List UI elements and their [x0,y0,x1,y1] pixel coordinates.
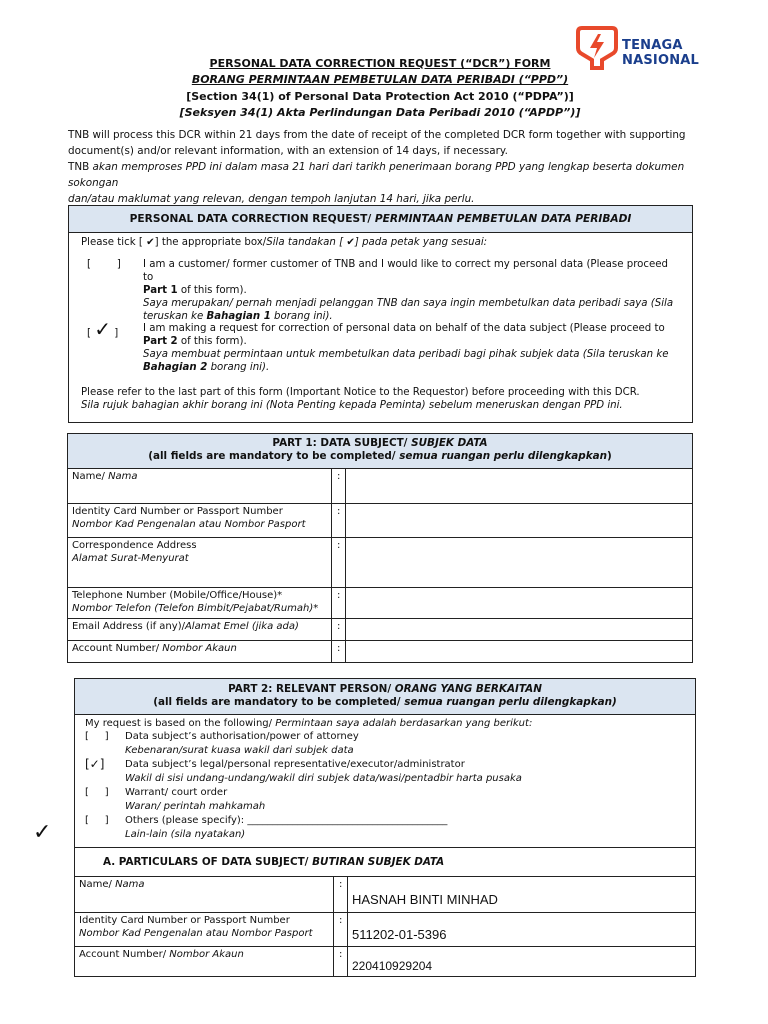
tick-en-b: ] the appropriate box/ [154,237,267,248]
check-icon: ✔ [346,237,355,248]
part1-account-input[interactable] [346,641,693,663]
part2-basis-cell [75,715,696,848]
request-box [68,205,693,423]
request-title-en: PERSONAL DATA CORRECTION REQUEST/ [129,213,375,225]
intro-ms-prefix: TNB [68,161,90,173]
ds-name-value: HASNAH BINTI MINHAD [352,892,498,907]
label-ms: Nombor Akaun [162,643,237,654]
colon: : [334,947,348,977]
part1-name-input[interactable] [346,469,693,504]
basis-ms: Kebenaran/surat kuasa wakil dari subjek data [125,745,354,756]
logo-text-line2: NASIONAL [622,53,700,68]
label-en: Account Number/ [79,949,170,960]
label-ms: Nombor Kad Pengenalan atau Nombor Pasport [72,519,306,530]
basis-option [85,786,685,814]
option1-en-a: I am a customer/ former customer of TNB and I would like to correct my personal data (Please proceed to [143,259,668,283]
option2-en-b: of this form). [177,336,247,347]
option1-ms-c: borang ini). [270,311,333,322]
part2-table [74,678,696,977]
basis-option [85,730,685,758]
part1-name-label [68,469,332,504]
part1-phone-label [68,588,332,619]
label-ms: Alamat Emel (jika ada) [184,621,299,632]
table-row [68,641,693,663]
intro-en [68,127,698,207]
table-row [75,913,696,947]
check-icon: ✔ [146,237,155,248]
basis-checkbox[interactable]: [ ] [85,731,109,742]
table-row [75,947,696,977]
tick-ms-b: ] pada petak yang sesuai: [354,237,488,248]
option2-ms-a: Saya membuat permintaan untuk membetulkan data peribadi bagi pihak subjek data (Sila teruskan ke [143,349,669,360]
option2-ms-bold: Bahagian 2 [143,362,208,373]
section-a-en: A. PARTICULARS OF DATA SUBJECT/ [103,856,313,868]
section-a-heading [75,848,696,877]
intro-ms-text: akan memproses PPD ini dalam masa 21 hari dari tarikh penerimaan borang PPD yang lengkap beserta dokumen sokongan [68,161,685,189]
part1-sub-ms: semua ruangan perlu dilengkapkan [399,450,608,462]
table-row [68,538,693,588]
ds-ic-value: 511202-01-5396 [352,927,447,942]
request-box-title [69,206,692,233]
colon: : [332,619,346,641]
colon: : [332,504,346,538]
option1-ms-bold: Bahagian 1 [206,311,271,322]
part2-sub-ms: semua ruangan perlu dilengkapkan) [404,696,617,708]
notice-en: Please refer to the last part of this form (Important Notice to the Requestor) before proceeding with this DCR. [81,387,640,398]
tnb-logo-icon [576,24,618,70]
colon: : [332,641,346,663]
intro-en-line2: document(s) and/or relevant information, with an extension of 14 days, if necessary. [68,145,508,157]
basis-ms: Permintaan saya adalah berdasarkan yang berikut: [275,718,533,729]
part1-phone-input[interactable] [346,588,693,619]
label-en: Identity Card Number or Passport Number [79,915,290,926]
form-section-en: [Section 34(1) of Personal Data Protection Act 2010 (“PDPA”)] [186,90,574,103]
part1-email-input[interactable] [346,619,693,641]
option1-ms-b: teruskan ke [143,311,207,322]
label-en: Correspondence Address [72,540,197,551]
option2-box-close: ] [114,328,119,339]
label-ms: Alamat Surat-Menyurat [72,553,189,564]
part1-ic-input[interactable] [346,504,693,538]
option1-en-bold: Part 1 [143,285,178,296]
basis-en: Others (please specify): ________________________________________ [125,815,448,826]
label-en: Email Address (if any)/ [72,621,185,632]
form-title-ms: BORANG PERMINTAAN PEMBETULAN DATA PERIBADI (“PPD”) [191,73,569,86]
option2-checkbox[interactable] [87,317,119,341]
table-row [68,469,693,504]
basis-en: Warrant/ court order [125,787,228,798]
request-notice [81,386,681,412]
table-row [68,619,693,641]
colon: : [334,877,348,913]
ds-account-value: 220410929204 [352,959,433,973]
table-row [68,588,693,619]
basis-checkbox[interactable]: [ ] [85,787,109,798]
colon: : [332,588,346,619]
part1-header [68,434,693,469]
basis-checkbox[interactable]: [ ] [85,815,109,826]
form-section-ms: [Seksyen 34(1) Akta Perlindungan Data Peribadi 2010 (“APDP”)] [179,106,581,119]
label-ms: Nombor Kad Pengenalan atau Nombor Pasport [79,928,313,939]
margin-checkmark-icon: ✓ [33,820,52,845]
label-ms: Nama [115,879,145,890]
basis-option [85,814,685,842]
option1-text [143,258,678,323]
part2-sub-en: (all fields are mandatory to be completed/ [153,696,405,708]
checkmark-icon: ✓ [94,317,111,341]
notice-ms: Sila rujuk bahagian akhir borang ini (Nota Penting kepada Peminta) sebelum meneruskan dengan PPD ini. [81,400,623,411]
basis-ms: Lain-lain (sila nyatakan) [125,829,246,840]
basis-option [85,758,685,786]
colon: : [334,913,348,947]
basis-ms: Waran/ perintah mahkamah [125,801,266,812]
ds-ic-input[interactable] [348,913,696,947]
part1-ic-label [68,504,332,538]
label-ms: Nombor Akaun [169,949,244,960]
table-row [75,877,696,913]
tick-en-a: Please tick [ [81,237,147,248]
ds-name-label [75,877,334,913]
label-en: Account Number/ [72,643,163,654]
form-title-en: PERSONAL DATA CORRECTION REQUEST (“DCR”) FORM [209,57,551,70]
colon: : [332,538,346,588]
part1-account-label [68,641,332,663]
ds-ic-label [75,913,334,947]
intro-ms-line1 [68,159,698,191]
basis-en: Data subject’s legal/personal representative/executor/administrator [125,759,465,770]
label-en: Name/ [72,471,109,482]
part1-sub-end: ) [607,450,612,462]
option1-checkbox[interactable]: [ ] [87,259,121,270]
table-row [68,504,693,538]
colon: : [332,469,346,504]
ds-account-label [75,947,334,977]
part2-title-en: PART 2: RELEVANT PERSON/ [228,683,395,695]
basis-ms: Wakil di sisi undang-undang/wakil diri subjek data/wasi/pentadbir harta pusaka [125,773,522,784]
part1-email-label [68,619,332,641]
label-ms: Nombor Telefon (Telefon Bimbit/Pejabat/Rumah)* [72,603,319,614]
option2-en-a: I am making a request for correction of personal data on behalf of the data subject (Please proceed to [143,323,665,334]
part1-table [67,433,693,663]
intro-en-line1: TNB will process this DCR within 21 days from the date of receipt of the completed DCR form together with supporting [68,129,686,141]
ds-name-input[interactable] [348,877,696,913]
option1-en-b: of this form). [177,285,247,296]
basis-en: My request is based on the following/ [85,718,276,729]
label-ms: Nama [108,471,138,482]
label-en: Name/ [79,879,116,890]
option2-text [143,322,678,374]
logo-text-line1: TENAGA [622,38,683,53]
tick-ms-a: Sila tandakan [ [266,237,347,248]
option2-ms-b: borang ini). [207,362,270,373]
option1-ms-a: Saya merupakan/ pernah menjadi pelanggan TNB dan saya ingin membetulkan data peribadi saya (Sila [143,298,674,309]
request-title-ms: PERMINTAAN PEMBETULAN DATA PERIBADI [374,213,632,225]
part1-title-en: PART 1: DATA SUBJECT/ [272,437,412,449]
part2-header [75,679,696,715]
option2-en-bold: Part 2 [143,336,178,347]
section-a-ms: BUTIRAN SUBJEK DATA [312,856,445,868]
option2-box-open: [ [87,328,91,339]
label-en: Identity Card Number or Passport Number [72,506,283,517]
tenaga-nasional-logo [576,24,716,74]
part1-title-ms: SUBJEK DATA [411,437,488,449]
ds-account-input[interactable] [348,947,696,977]
part1-address-label [68,538,332,588]
intro-ms-line2: dan/atau maklumat yang relevan, dengan tempoh lanjutan 14 hari, jika perlu. [68,193,475,205]
part2-title-ms: ORANG YANG BERKAITAN [394,683,542,695]
label-en: Telephone Number (Mobile/Office/House)* [72,590,283,601]
part1-sub-en: (all fields are mandatory to be completed/ [148,450,400,462]
tick-instruction [81,236,487,249]
basis-checkbox-checked[interactable]: [✓] [85,757,105,771]
basis-en: Data subject’s authorisation/power of attorney [125,731,359,742]
part1-address-input[interactable] [346,538,693,588]
